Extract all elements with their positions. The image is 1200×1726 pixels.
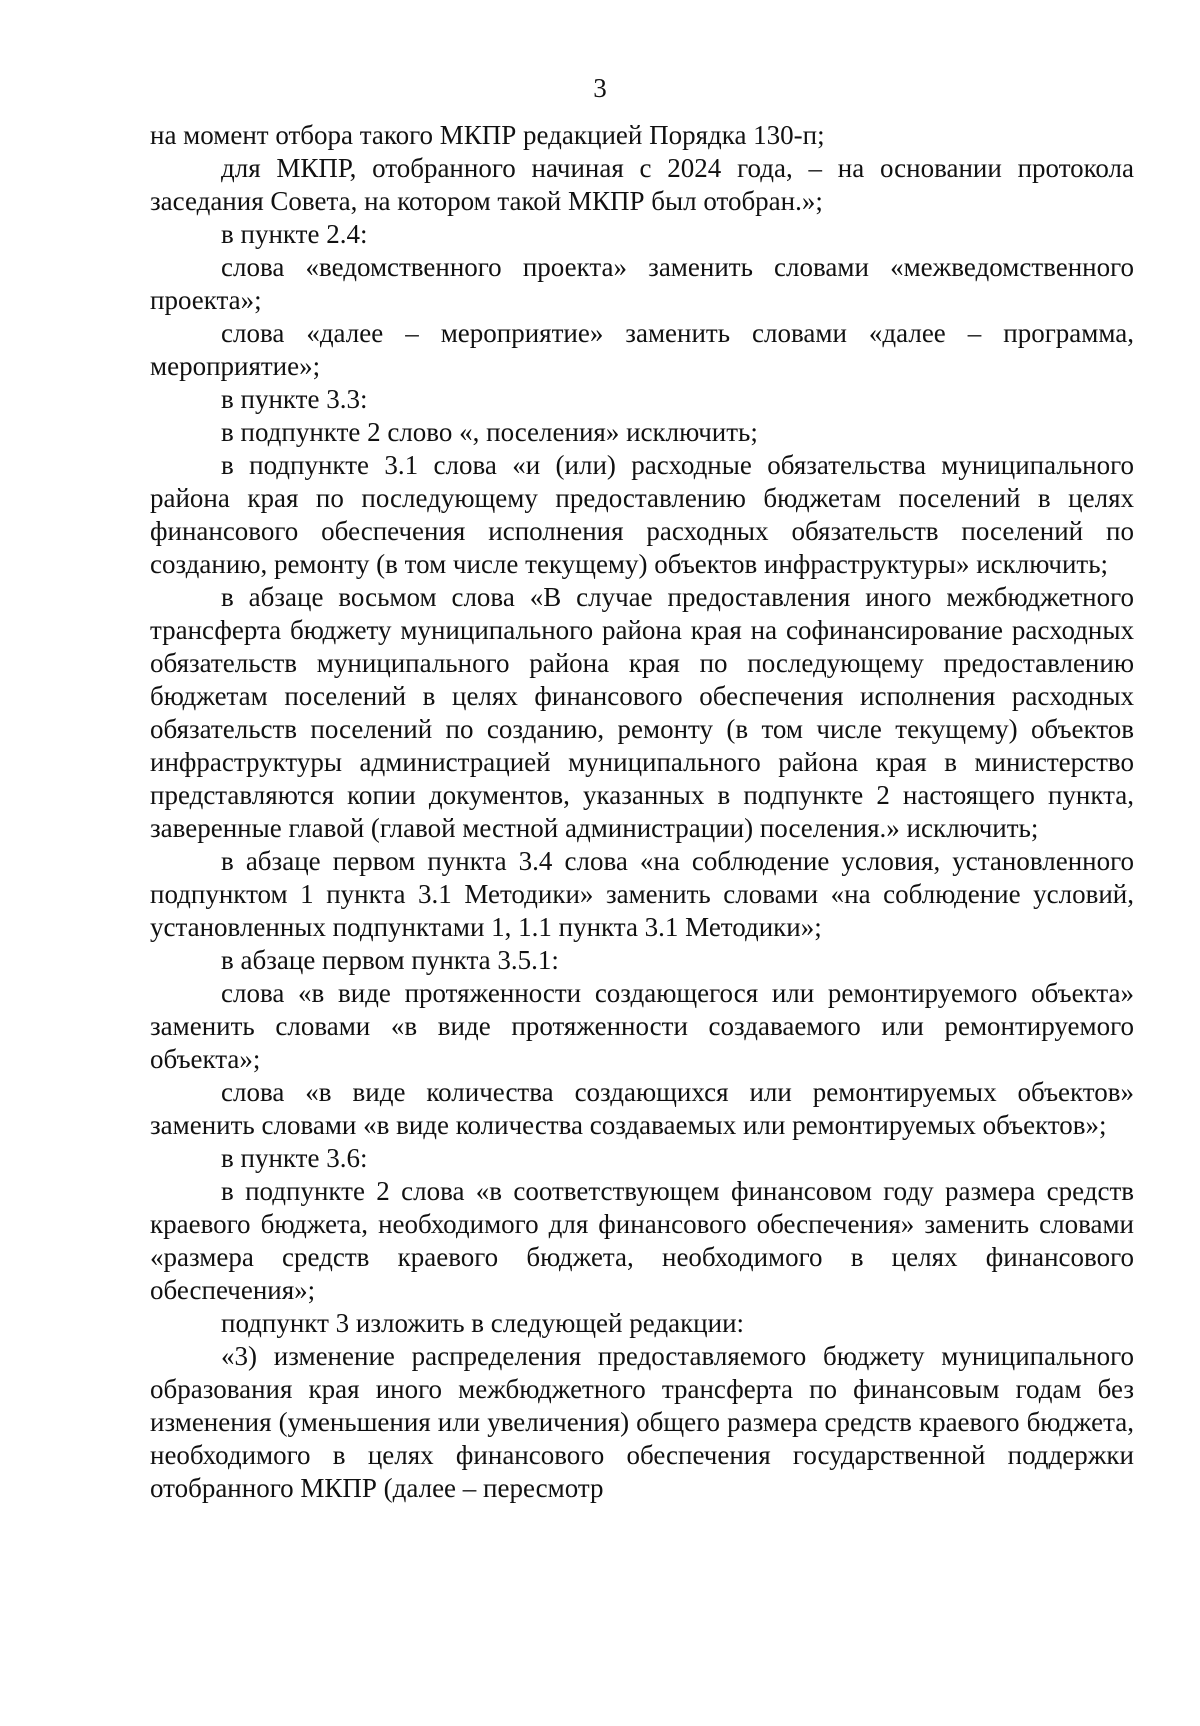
document-body (150, 119, 1134, 1505)
paragraph: слова «в виде количества создающихся или ремонтируемых объектов» заменить словами «в виде количества создаваемых или ремонтируемых объектов»; (150, 1077, 1134, 1140)
paragraph: «3) изменение распределения предоставляемого бюджету муниципального образования края иного межбюджетного трансферта по финансовым годам без изменения (уменьшения или увеличения) общего размера средств краевого бюджета, необходимого в целях финансового обеспечения государственной поддержки отобранного МКПР (далее – пересмотр (150, 1341, 1134, 1503)
paragraph: слова «далее – мероприятие» заменить словами «далее – программа, мероприятие»; (150, 318, 1134, 381)
paragraph: в подпункте 3.1 слова «и (или) расходные обязательства муниципального района края по последующему предоставлению бюджетам поселений в целях финансового обеспечения исполнения расходных обязательств поселений по созданию, ремонту (в том числе текущему) объектов инфраструктуры» исключить; (150, 450, 1134, 579)
paragraph: в абзаце восьмом слова «В случае предоставления иного межбюджетного трансферта бюджету муниципального района края на софинансирование расходных обязательств муниципального района края по последующему предоставлению бюджетам поселений в целях финансового обеспечения исполнения расходных обязательств поселений по созданию, ремонту (в том числе текущему) объектов инфраструктуры администрацией муниципального района края в министерство представляются копии документов, указанных в подпункте 2 настоящего пункта, заверенные главой (главой местной администрации) поселения.» исключить; (150, 582, 1134, 843)
paragraph: в пункте 3.6: (221, 1143, 368, 1173)
paragraph: в абзаце первом пункта 3.5.1: (221, 945, 559, 975)
paragraph: слова «в виде протяженности создающегося или ремонтируемого объекта» заменить словами «в виде протяженности создаваемого или ремонтируемого объекта»; (150, 978, 1134, 1074)
paragraph: слова «ведомственного проекта» заменить словами «межведомственного проекта»; (150, 252, 1134, 315)
paragraph: в подпункте 2 слово «, поселения» исключить; (221, 417, 758, 447)
page-number: 3 (593, 73, 607, 103)
paragraph: в абзаце первом пункта 3.4 слова «на соблюдение условия, установленного подпунктом 1 пункта 3.1 Методики» заменить словами «на соблюдение условий, установленных подпунктами 1, 1.1 пункта 3.1 Методики»; (150, 846, 1134, 942)
paragraph: на момент отбора такого МКПР редакцией Порядка 130-п; (150, 120, 825, 150)
paragraph: подпункт 3 изложить в следующей редакции: (221, 1308, 745, 1338)
paragraph: в пункте 3.3: (221, 384, 368, 414)
paragraph: для МКПР, отобранного начиная с 2024 года, – на основании протокола заседания Совета, на котором такой МКПР был отобран.»; (150, 153, 1134, 216)
paragraph: в пункте 2.4: (221, 219, 368, 249)
paragraph: в подпункте 2 слова «в соответствующем финансовом году размера средств краевого бюджета, необходимого для финансового обеспечения» заменить словами «размера средств краевого бюджета, необходимого в целях финансового обеспечения»; (150, 1176, 1134, 1305)
